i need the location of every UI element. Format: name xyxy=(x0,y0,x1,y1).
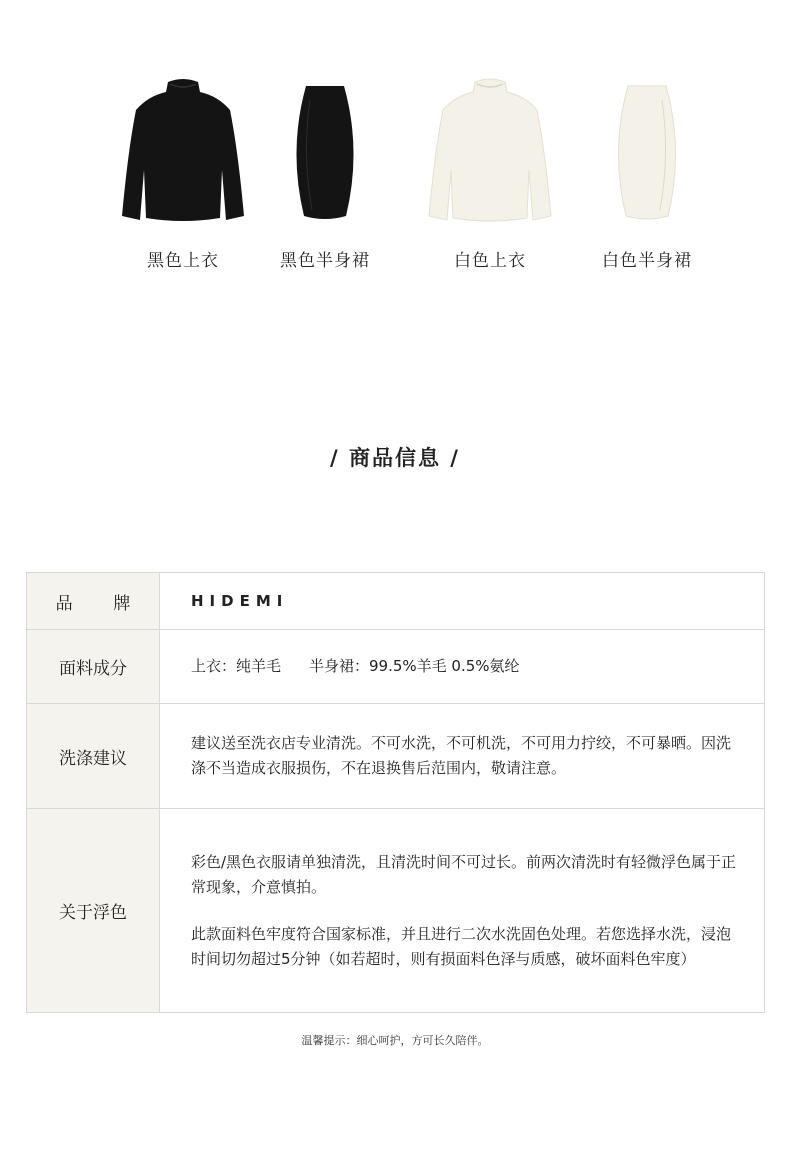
white-skirt-icon xyxy=(572,70,722,230)
product-label: 黑色半身裙 xyxy=(280,251,370,271)
table-row-fade xyxy=(27,809,765,1013)
product-info-table xyxy=(26,572,765,1013)
fade-paragraph-2: 此款面料色牢度符合国家标准，并且进行二次水洗固色处理。若您选择水洗，浸泡时间切勿超过5分钟（如若超时，则有损面料色泽与质感，破坏面料色牢度） xyxy=(191,924,732,968)
product-label: 黑色上衣 xyxy=(147,251,219,271)
product-label: 白色半身裙 xyxy=(602,251,692,271)
table-row-brand xyxy=(27,573,765,630)
brand-value: HIDEMI xyxy=(160,573,765,630)
fade-paragraph-1: 彩色/黑色衣服请单独清洗，且清洗时间不可过长。前两次清洗时有轻微浮色属于正常现象，介意慎拍。 xyxy=(191,852,737,896)
table-row-fabric xyxy=(27,630,765,704)
fade-value xyxy=(160,809,765,1013)
product-label: 白色上衣 xyxy=(454,251,526,271)
fabric-value xyxy=(160,630,765,704)
fabric-top: 上衣：纯羊毛 xyxy=(191,657,282,675)
white-top-icon xyxy=(415,70,565,230)
product-white-top[interactable] xyxy=(415,70,565,271)
product-black-skirt[interactable] xyxy=(250,70,400,271)
fabric-skirt: 半身裙：99.5%羊毛 0.5%氨纶 xyxy=(309,657,520,675)
product-white-skirt[interactable] xyxy=(572,70,722,271)
fabric-key: 面料成分 xyxy=(27,630,160,704)
footer-note: 温馨提示：细心呵护，方可长久陪伴。 xyxy=(301,1034,489,1047)
wash-value: 建议送至洗衣店专业清洗。不可水洗，不可机洗，不可用力拧绞，不可暴晒。因洗涤不当造成衣服损伤，不在退换售后范围内，敬请注意。 xyxy=(160,704,765,809)
black-top-icon xyxy=(108,70,258,230)
brand-key: 品 牌 xyxy=(27,573,160,630)
section-title: / 商品信息 / xyxy=(330,446,460,470)
black-skirt-icon xyxy=(250,70,400,230)
product-black-top[interactable] xyxy=(108,70,258,271)
wash-key: 洗涤建议 xyxy=(27,704,160,809)
table-row-wash xyxy=(27,704,765,809)
fade-key: 关于浮色 xyxy=(27,809,160,1013)
product-gallery xyxy=(0,0,790,300)
